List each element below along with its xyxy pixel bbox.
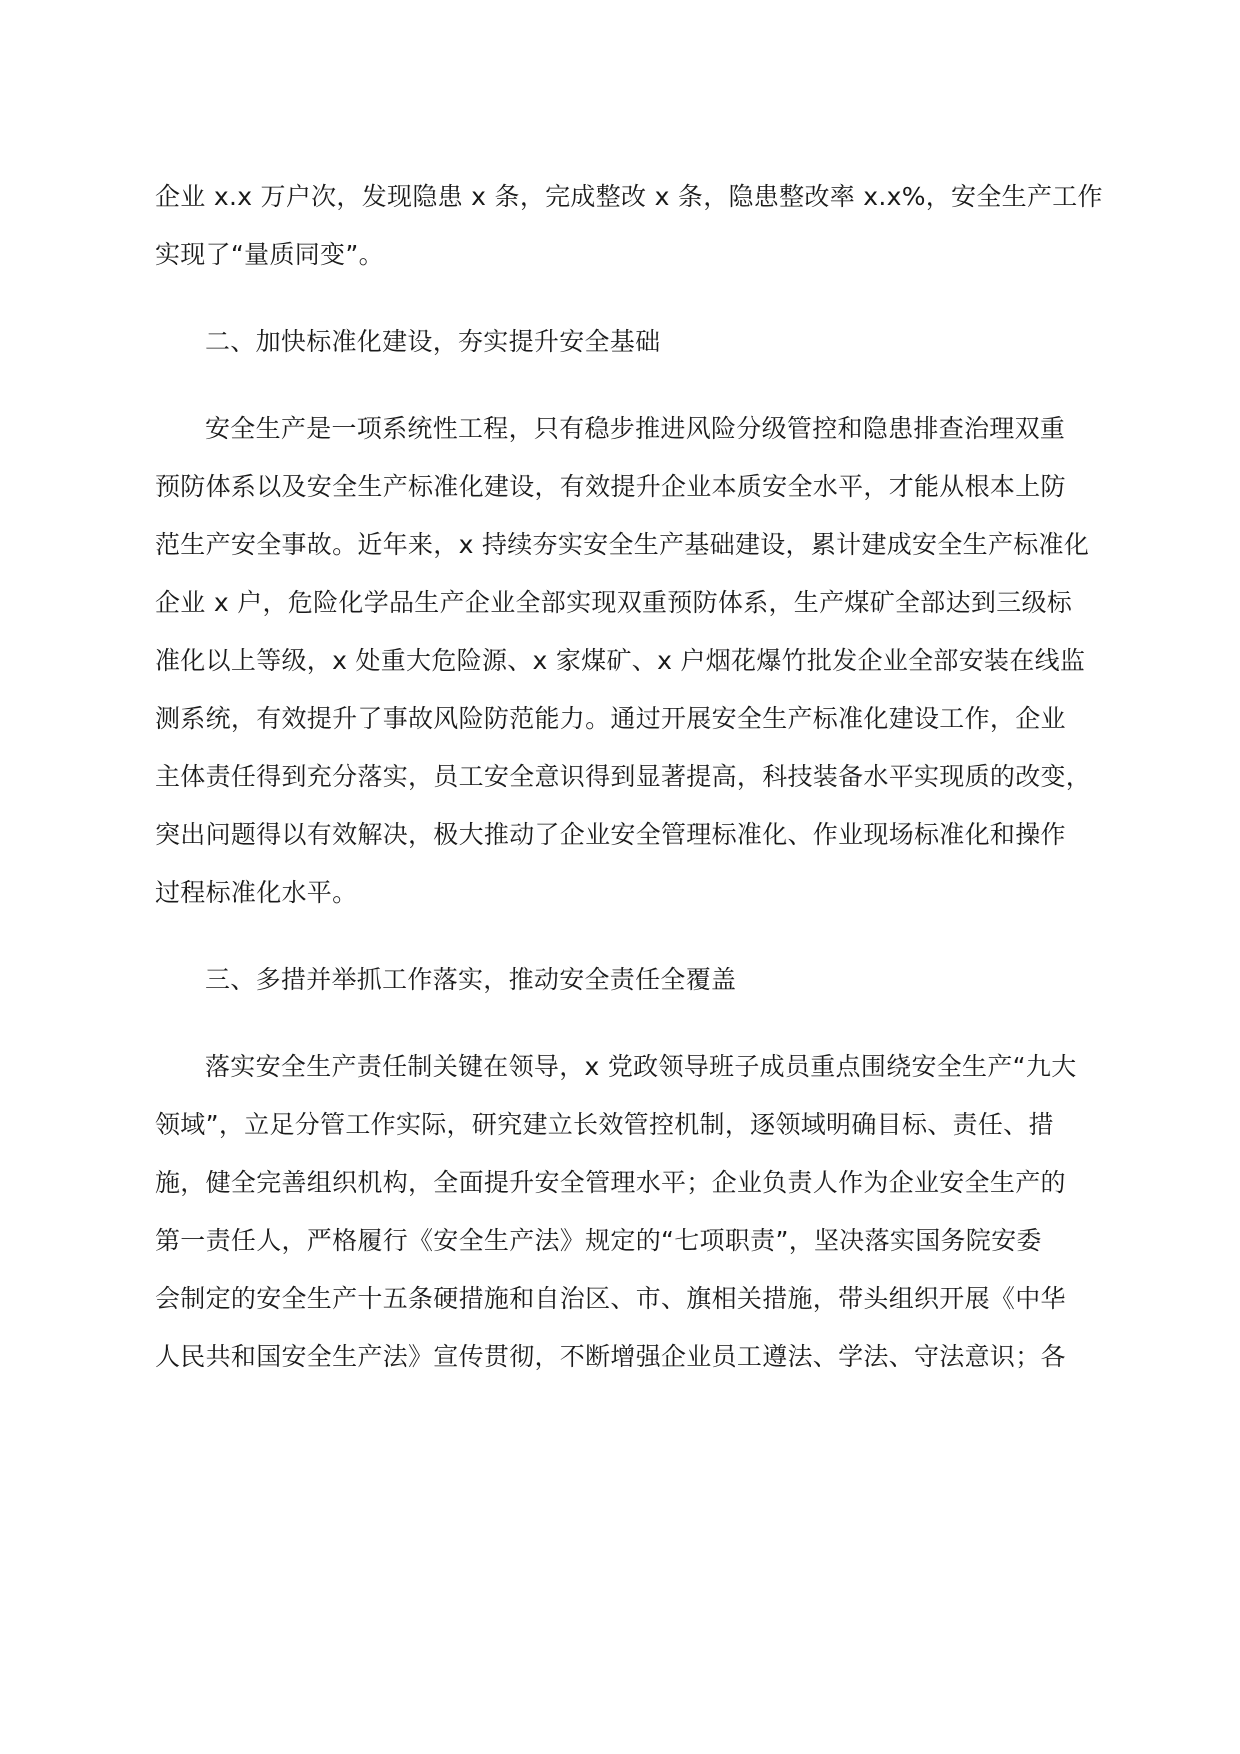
- paragraph-line: 领域”，立足分管工作实际，研究建立长效管控机制，逐领域明确目标、责任、措: [155, 1110, 1054, 1139]
- paragraph-line: 测系统，有效提升了事故风险防范能力。通过开展安全生产标准化建设工作，企业: [155, 704, 1066, 733]
- paragraph-line: 企业 x 户，危险化学品生产企业全部实现双重预防体系，生产煤矿全部达到三级标: [155, 588, 1073, 617]
- section-heading: 二、加快标准化建设，夯实提升安全基础: [205, 327, 661, 356]
- paragraph-line: 主体责任得到充分落实，员工安全意识得到显著提高，科技装备水平实现质的改变，: [155, 762, 1092, 791]
- paragraph-line: 人民共和国安全生产法》宣传贯彻，不断增强企业员工遵法、学法、守法意识；各: [155, 1342, 1066, 1371]
- paragraph-line: 预防体系以及安全生产标准化建设，有效提升企业本质安全水平，才能从根本上防: [155, 472, 1066, 501]
- paragraph-line: 过程标准化水平。: [155, 878, 358, 907]
- paragraph-line: 准化以上等级，x 处重大危险源、x 家煤矿、x 户烟花爆竹批发企业全部安装在线监: [155, 646, 1086, 675]
- paragraph-line: 突出问题得以有效解决，极大推动了企业安全管理标准化、作业现场标准化和操作: [155, 820, 1066, 849]
- paragraph-line: 第一责任人，严格履行《安全生产法》规定的“七项职责”，坚决落实国务院安委: [155, 1226, 1042, 1255]
- paragraph-line: 安全生产是一项系统性工程，只有稳步推进风险分级管控和隐患排查治理双重: [205, 414, 1066, 443]
- section-heading: 三、多措并举抓工作落实，推动安全责任全覆盖: [205, 965, 737, 994]
- paragraph-line: 实现了“量质同变”。: [155, 240, 384, 269]
- paragraph-line: 会制定的安全生产十五条硬措施和自治区、市、旗相关措施，带头组织开展《中华: [155, 1284, 1066, 1313]
- paragraph-line: 落实安全生产责任制关键在领导，x 党政领导班子成员重点围绕安全生产“九大: [205, 1052, 1077, 1081]
- paragraph-line: 施，健全完善组织机构，全面提升安全管理水平；企业负责人作为企业安全生产的: [155, 1168, 1066, 1197]
- paragraph-line: 范生产安全事故。近年来，x 持续夯实安全生产基础建设，累计建成安全生产标准化: [155, 530, 1090, 559]
- paragraph-line: 企业 x.x 万户次，发现隐患 x 条，完成整改 x 条，隐患整改率 x.x%，安全生产工作: [155, 182, 1103, 211]
